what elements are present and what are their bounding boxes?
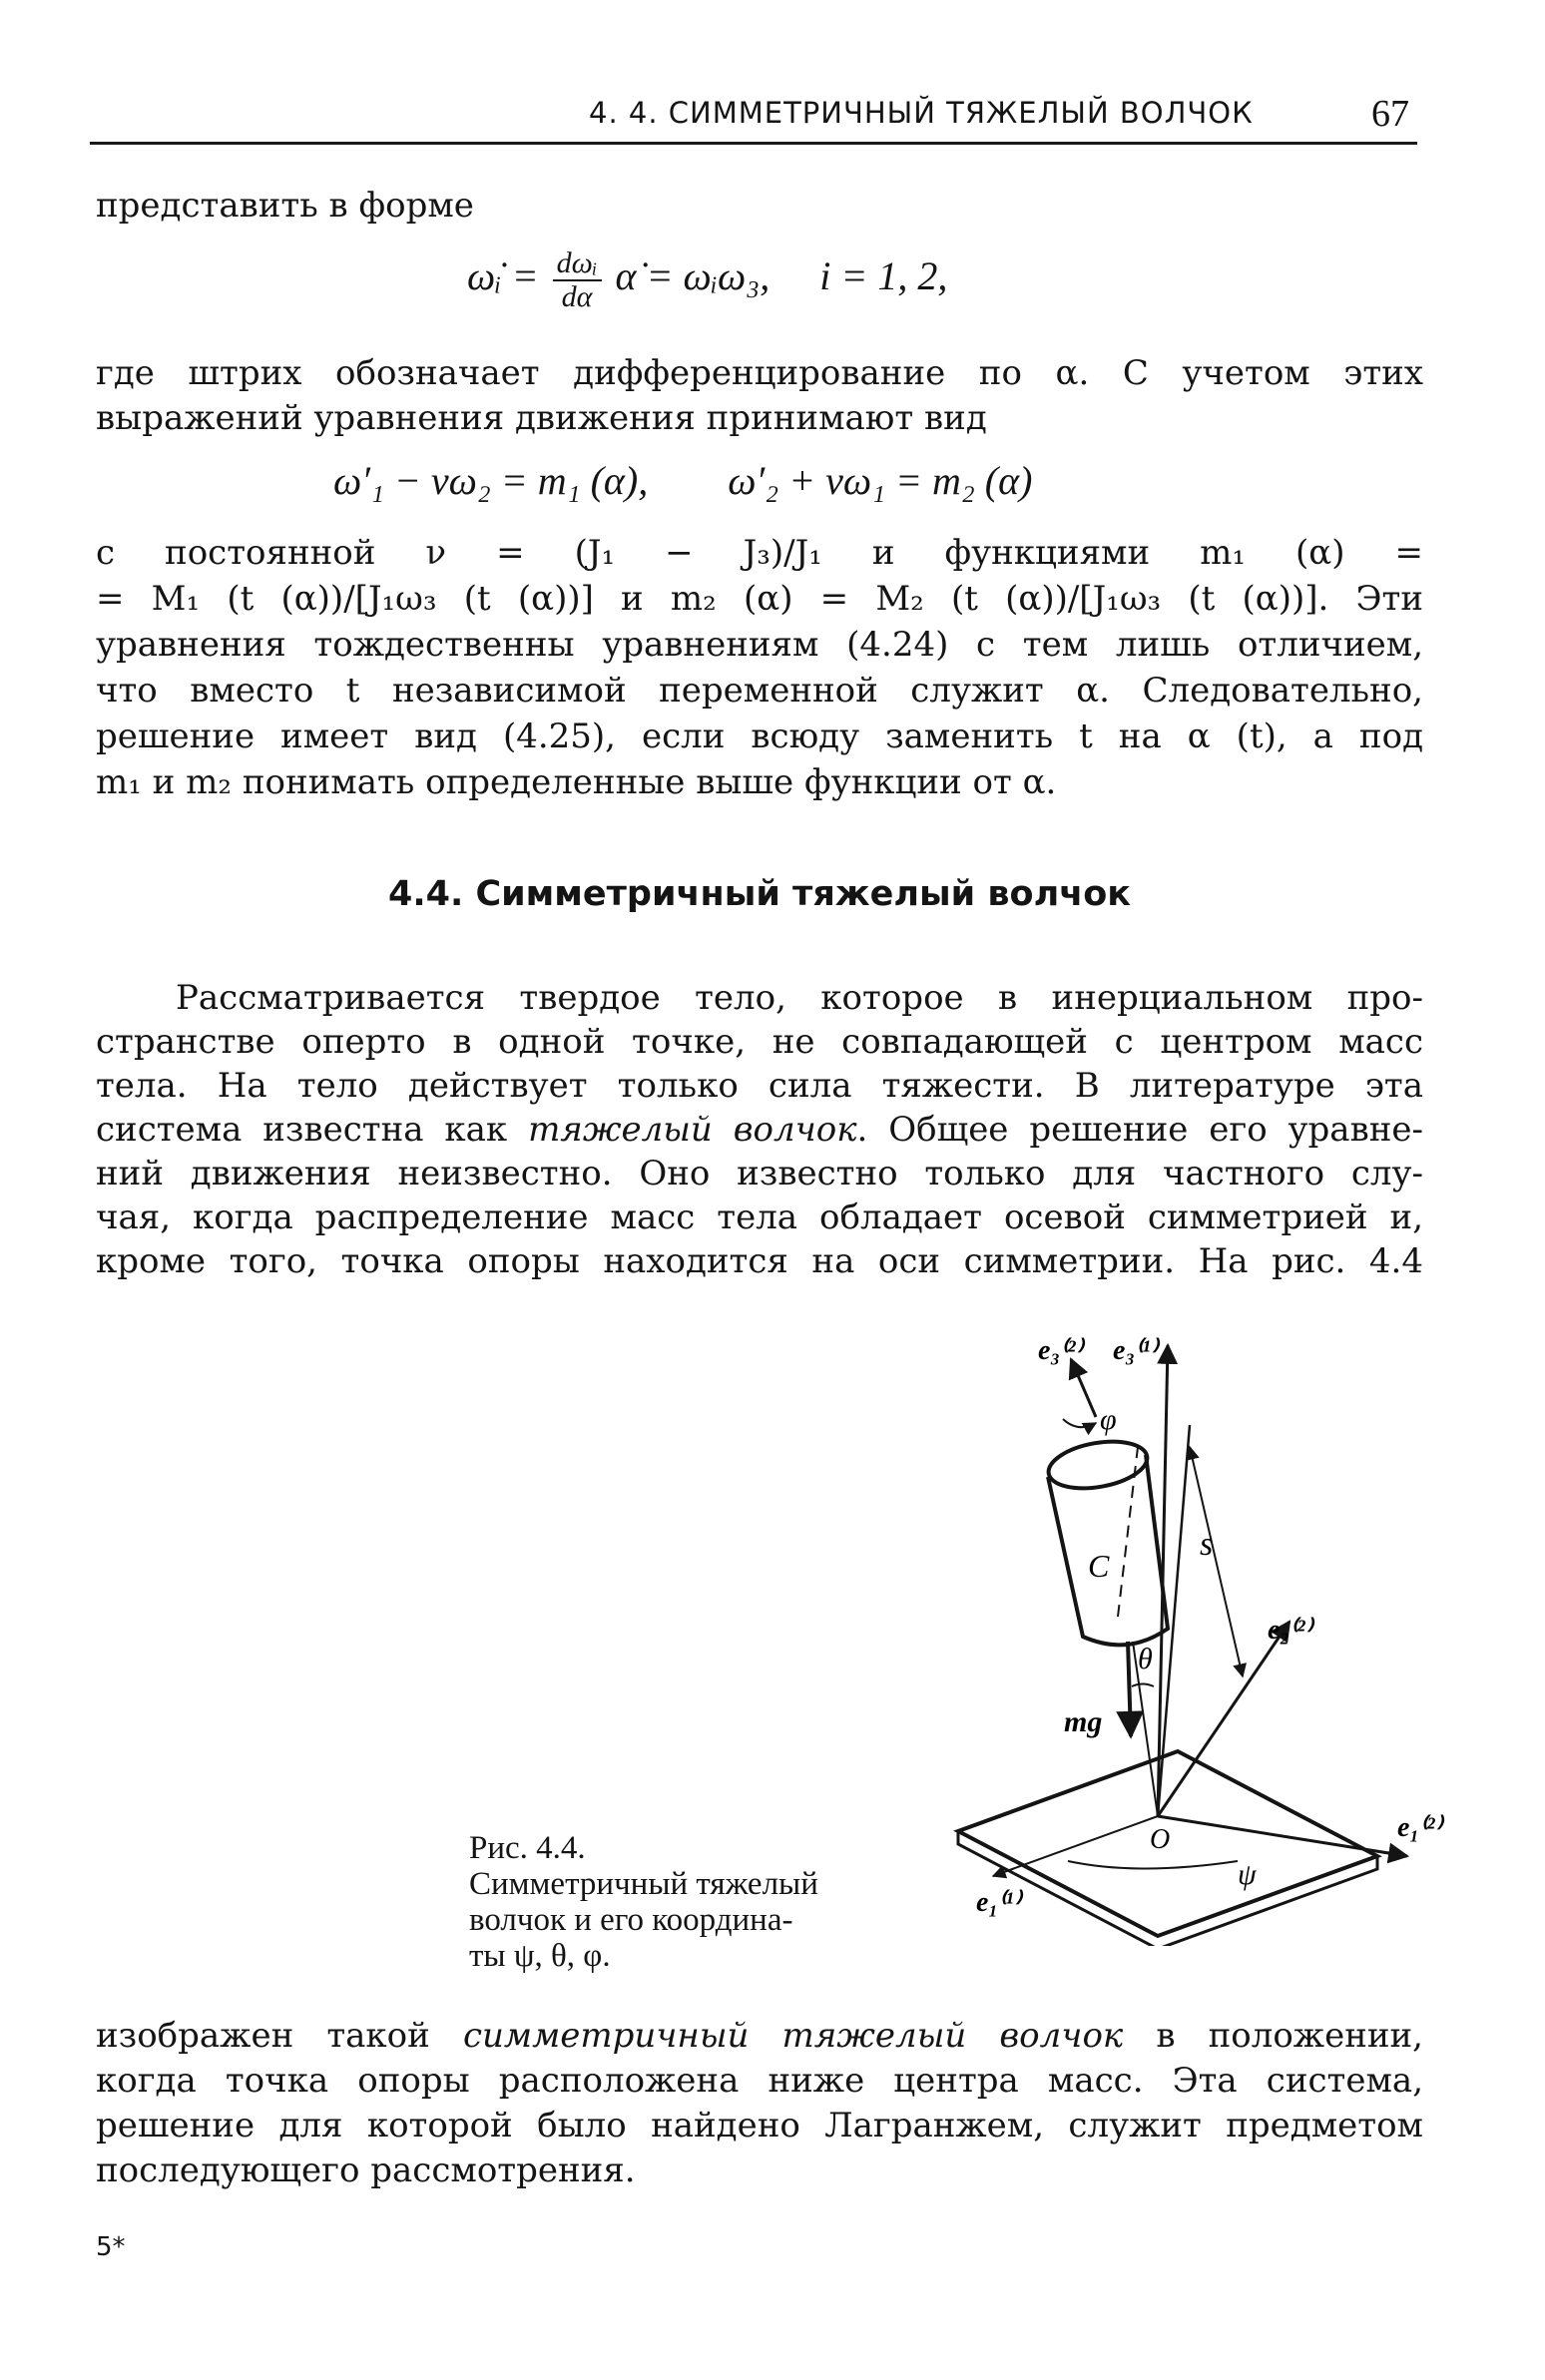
e1-2-axis (1158, 1816, 1407, 1856)
text-span: . Общее решение его уравне- (856, 1110, 1423, 1150)
label-e1-1: e₁⁽¹⁾ (976, 1887, 1021, 1918)
text-line: m₁ и m₂ понимать определенные выше функции от α. (96, 762, 1057, 802)
label-psi: ψ (1238, 1858, 1257, 1891)
emphasis-symmetric-heavy-top: симметричный тяжелый волчок (462, 2016, 1124, 2056)
label-e1-2: e₁⁽²⁾ (1397, 1812, 1442, 1843)
text-line: решение имеет вид (4.25), если всюду заменить t на α (t), а под (96, 716, 1423, 756)
formula1-rest: α̇ = ωᵢω₃, (615, 253, 771, 299)
label-s: s (1200, 1526, 1214, 1563)
text-line: = M₁ (t (α))/[J₁ω₃ (t (α))] и m₂ (α) = M₂ (t (α))/[J₁ω₃ (t (α))]. Эти (96, 579, 1423, 619)
e2-2-axis (1158, 1622, 1289, 1816)
label-o: O (1150, 1824, 1171, 1855)
text-line (96, 1108, 1423, 1152)
label-theta: θ (1138, 1643, 1153, 1675)
formula2-eq1: ω′₁ − νω₂ = m₁ (α), (333, 458, 649, 503)
label-phi: φ (1100, 1403, 1117, 1436)
text-span: в положении, (1123, 2016, 1423, 2056)
phi-rotation-arrow (1063, 1419, 1096, 1427)
text-line: с постоянной ν = (J₁ − J₃)/J₁ и функциями m₁ (α) = (96, 533, 1423, 573)
text-line: ний движения неизвестно. Оно известно только для частного слу- (96, 1154, 1423, 1193)
label-e2-2: e₂⁽²⁾ (1268, 1615, 1312, 1646)
emphasis-heavy-top: тяжелый волчок (528, 1110, 857, 1150)
text-line: когда точка опоры расположена ниже центра масс. Эта система, (96, 2061, 1423, 2101)
running-title: 4. 4. СИММЕТРИЧНЫЙ ТЯЖЕЛЫЙ ВОЛЧОК (589, 96, 1254, 130)
formula1-fraction (553, 247, 602, 313)
formula2-eq2: ω′₂ + νω₁ = m₂ (α) (728, 458, 1033, 503)
text-line: Рассматривается твердое тело, которое в инерциальном про- (176, 978, 1423, 1018)
gravity-arrow (1128, 1642, 1131, 1736)
text-line: чая, когда распределение масс тела обладает осевой симметрией и, (96, 1197, 1423, 1237)
figure-caption-label: Рис. 4.4. (469, 1830, 586, 1866)
figure-heavy-top (928, 1337, 1467, 1946)
formula1-lhs: ω̇ᵢ = (467, 253, 539, 299)
text-line: кроме того, точка опоры находится на оси симметрии. На рис. 4.4 (96, 1241, 1423, 1281)
psi-arc (1068, 1861, 1238, 1869)
signature-mark: 5* (96, 2232, 126, 2262)
text-line (96, 2014, 1423, 2058)
figure-caption-line: волчок и его координа- (469, 1902, 793, 1938)
label-mg: mg (1064, 1705, 1103, 1738)
formula1-numerator: dωᵢ (553, 247, 602, 281)
page-number: 67 (1371, 93, 1409, 135)
text-line: решение для которой было найдено Лагранжем, служит предметом (96, 2106, 1423, 2145)
text-line: что вместо t независимой переменной служит α. Следовательно, (96, 671, 1423, 711)
text-line: последующего рассмотрения. (96, 2150, 636, 2190)
formula-equations-of-motion (333, 457, 1032, 504)
e1-1-axis (993, 1816, 1158, 1876)
text-span: система известна как (96, 1110, 529, 1150)
formula1-denominator: dα (561, 280, 593, 313)
figure-caption-line: Симметричный тяжелый (469, 1866, 818, 1902)
text-line: уравнения тождественны уравнениям (4.24) с тем лишь отличием, (96, 625, 1423, 665)
label-c: C (1088, 1548, 1110, 1584)
label-e3-1: e₃⁽¹⁾ (1113, 1337, 1158, 1366)
s-vector (1190, 1447, 1243, 1676)
text-line: где штрих обозначает дифференцирование по α. С учетом этих (96, 353, 1423, 393)
running-header (90, 93, 1417, 145)
theta-arc (1132, 1684, 1154, 1687)
text-span: изображен такой (96, 2016, 463, 2056)
formula-omega-dot (467, 247, 947, 313)
figure-caption-line: ты ψ, θ, φ. (469, 1938, 611, 1974)
e3-2-axis (1071, 1359, 1096, 1417)
intro-line: представить в форме (96, 186, 474, 226)
text-line: выражений уравнения движения принимают вид (96, 398, 987, 438)
text-line: странстве оперто в одной точке, не совпадающей с центром масс (96, 1022, 1423, 1062)
text-line: тела. На тело действует только сила тяжести. В литературе эта (96, 1066, 1423, 1106)
top-cylinder-cap (1045, 1435, 1151, 1496)
section-heading: 4.4. Симметричный тяжелый волчок (387, 874, 1132, 914)
label-e3-2: e₃⁽²⁾ (1038, 1337, 1083, 1366)
formula1-index: i = 1, 2, (819, 253, 948, 299)
